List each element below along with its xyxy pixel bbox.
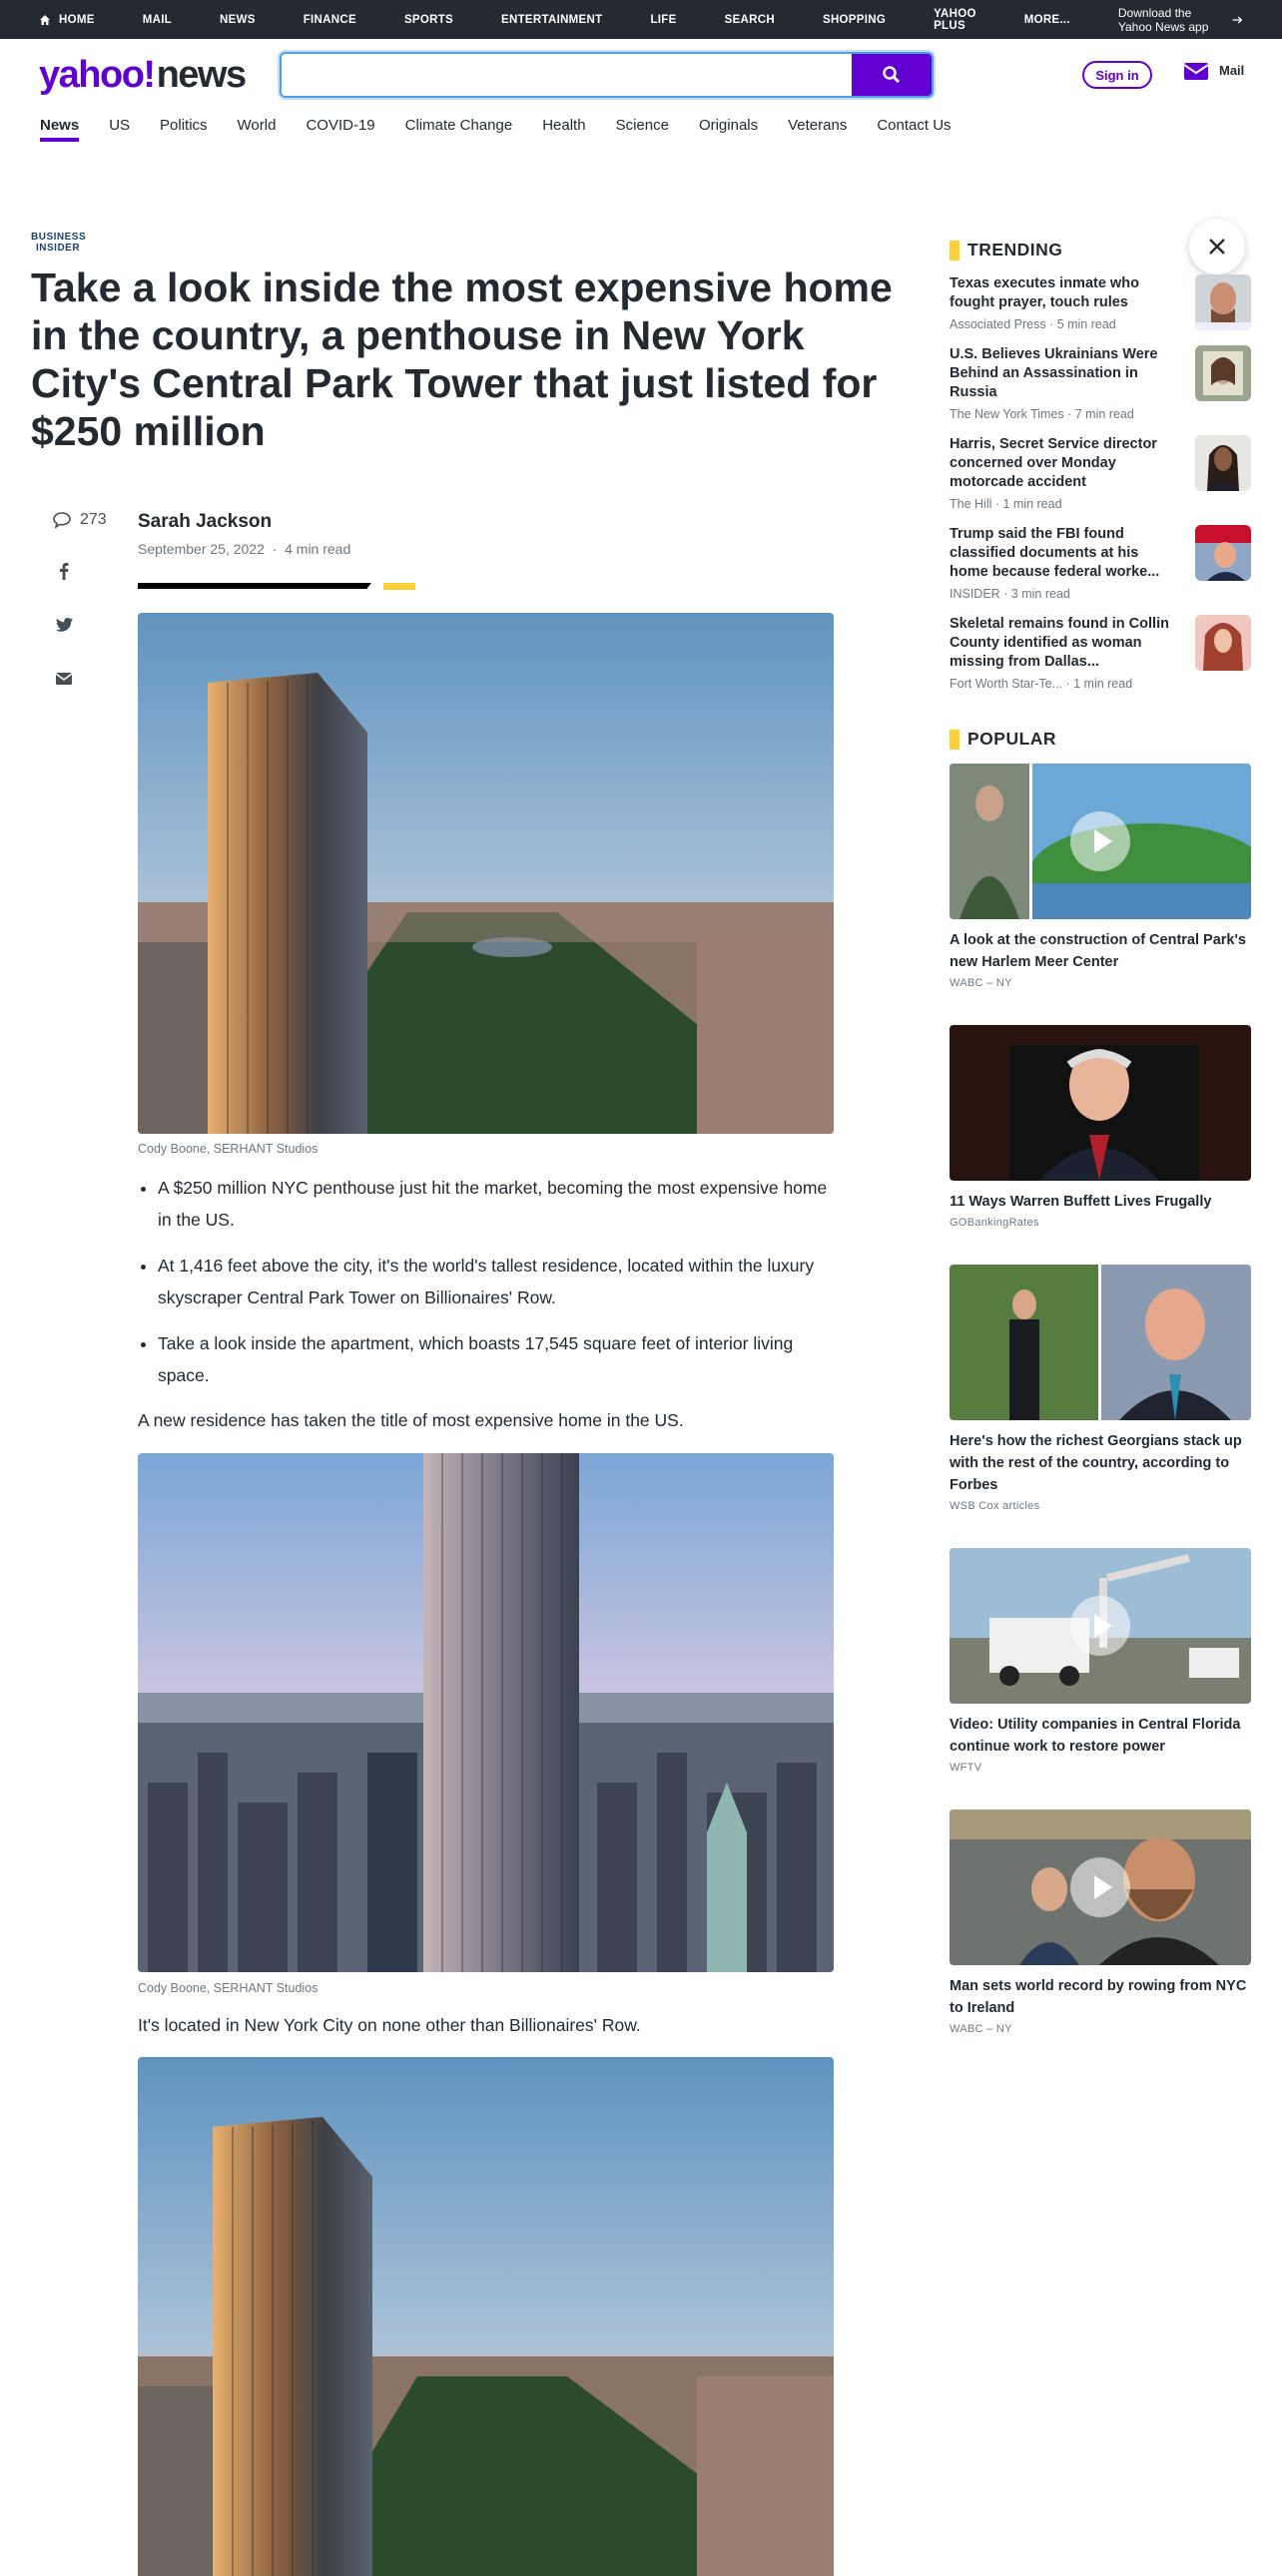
mail-icon: [1183, 59, 1209, 81]
popular-item-source: WABC – NY: [950, 2023, 1012, 2035]
popular-item-title: Man sets world record by rowing from NYC to Ireland: [950, 1978, 1247, 2016]
popular-item-title: A look at the construction of Central Park's new Harlem Meer Center: [950, 932, 1246, 970]
yellow-accent-bar: [383, 583, 415, 590]
search-icon: [882, 65, 902, 85]
trending-thumb: [1195, 615, 1251, 671]
download-app-link[interactable]: [1118, 6, 1243, 34]
popular-heading: [950, 729, 1251, 750]
popular-heading-label: POPULAR: [967, 729, 1057, 749]
popular-item[interactable]: [950, 1809, 1251, 2035]
logo-yahoo: yahoo!: [39, 53, 155, 96]
trending-thumb: [1195, 345, 1251, 401]
trending-item-title: Harris, Secret Service director concerned over Monday motorcade accident: [950, 436, 1157, 490]
subnav-veterans[interactable]: Veterans: [788, 117, 848, 134]
subnav-contact[interactable]: Contact Us: [877, 117, 952, 134]
trending-item-time: 1 min read: [1073, 677, 1133, 691]
publish-date: September 25, 2022: [138, 541, 265, 557]
popular-item-source: GOBankingRates: [950, 1217, 1039, 1229]
subnav-news[interactable]: News: [40, 117, 79, 142]
share-column: [52, 511, 112, 691]
topnav-more[interactable]: MORE...: [1023, 13, 1070, 26]
search-bar: [280, 52, 934, 98]
trending-item-source: The Hill: [950, 497, 992, 511]
article-photo-2[interactable]: [138, 1453, 834, 1972]
article-bullets: [138, 1172, 834, 1405]
yahoo-news-logo[interactable]: [39, 54, 246, 97]
popular-item-title: Video: Utility companies in Central Florida continue work to restore power: [950, 1717, 1241, 1755]
trending-item-text: [950, 615, 1171, 691]
trending-item-text: [950, 274, 1171, 331]
subnav-climate[interactable]: Climate Change: [404, 117, 513, 134]
trending-thumb: [1195, 274, 1251, 330]
trending-item-meta: Fort Worth Star-Te... · 1 min read: [950, 677, 1133, 691]
trending-heading: [950, 240, 1251, 260]
trending-item-meta: The Hill · 1 min read: [950, 497, 1062, 511]
topnav-home-label: HOME: [59, 13, 95, 26]
trending-item[interactable]: [950, 274, 1251, 331]
publisher-accent-bars: [138, 583, 415, 590]
sidebar: [950, 240, 1251, 2035]
trending-item-source: Fort Worth Star-Te...: [950, 677, 1062, 691]
comments-count: 273: [80, 511, 107, 528]
facebook-icon[interactable]: [52, 559, 76, 583]
trending-item-meta: INSIDER · 3 min read: [950, 587, 1070, 601]
section-nav: [0, 111, 1282, 151]
article-paragraph-2: It's located in New York City on none other than Billionaires' Row.: [138, 2015, 641, 2035]
bullet-item: • A $250 million NYC penthouse just hit the market, becoming the most expensive home in the US.: [158, 1172, 834, 1236]
mail-label: Mail: [1219, 62, 1245, 78]
sign-in-button[interactable]: Sign in: [1082, 61, 1152, 89]
topnav-sports[interactable]: SPORTS: [403, 13, 454, 26]
trending-item-time: 3 min read: [1010, 587, 1070, 601]
popular-item-title: 11 Ways Warren Buffett Lives Frugally: [950, 1194, 1212, 1210]
article-meta: September 25, 2022 · 4 min read: [138, 541, 351, 557]
trending-thumb: [1195, 525, 1251, 581]
top-bar: [0, 0, 1282, 39]
subnav-health[interactable]: Health: [542, 117, 586, 134]
topnav-life[interactable]: LIFE: [650, 13, 677, 26]
trending-item-title: Trump said the FBI found classified documents at his home because federal worke...: [950, 526, 1160, 580]
trending-item-title: Skeletal remains found in Collin County identified as woman missing from Dallas...: [950, 616, 1169, 670]
author-name[interactable]: Sarah Jackson: [138, 511, 273, 532]
byline: [138, 511, 350, 557]
trending-item-source: Associated Press: [950, 317, 1046, 331]
subnav-politics[interactable]: Politics: [160, 117, 208, 134]
article-paragraph-1: A new residence has taken the title of most expensive home in the US.: [138, 1410, 684, 1430]
mail-link[interactable]: [1183, 59, 1244, 81]
search-button[interactable]: [852, 54, 932, 96]
popular-item-image: [950, 1265, 1251, 1420]
bullet-item: • At 1,416 feet above the city, it's the world's tallest residence, located within the luxury skyscraper Central Park Tower on Billionaires' Row.: [158, 1250, 834, 1313]
popular-item-source: WABC – NY: [950, 977, 1012, 989]
photo-credit-1: Cody Boone, SERHANT Studios: [138, 1142, 319, 1156]
trending-thumb: [1195, 435, 1251, 491]
popular-item[interactable]: [950, 1265, 1251, 1512]
subnav-science[interactable]: Science: [615, 117, 669, 134]
popular-item[interactable]: [950, 1548, 1251, 1774]
twitter-icon[interactable]: [52, 613, 76, 637]
publisher-logo-bottom: INSIDER: [36, 243, 81, 254]
publisher-logo-top: BUSINESS: [31, 232, 87, 243]
article-photo-1[interactable]: [138, 613, 834, 1134]
subnav-covid[interactable]: COVID-19: [306, 117, 375, 134]
trending-item-text: [950, 435, 1171, 511]
trending-item[interactable]: [950, 615, 1251, 691]
logo-news: news: [156, 53, 246, 96]
topnav-shopping[interactable]: SHOPPING: [822, 13, 887, 26]
popular-item-source: WSB Cox articles: [950, 1500, 1040, 1512]
top-nav: [39, 8, 1118, 32]
popular-item[interactable]: [950, 1025, 1251, 1229]
trending-item-meta: Associated Press · 5 min read: [950, 317, 1116, 331]
trending-heading-label: TRENDING: [967, 240, 1063, 259]
trending-item-title: U.S. Believes Ukrainians Were Behind an Assassination in Russia: [950, 346, 1158, 400]
trending-item-meta: The New York Times · 7 min read: [950, 407, 1134, 421]
subnav-originals[interactable]: Originals: [698, 117, 759, 134]
trending-item-title: Texas executes inmate who fought prayer, touch rules: [950, 275, 1139, 310]
popular-item-title: Here's how the richest Georgians stack up with the rest of the country, according to Forbes: [950, 1433, 1242, 1493]
article-title: Take a look inside the most expensive home in the country, a penthouse in New York City's Central Park Tower that just listed for $250 million: [31, 264, 893, 454]
topnav-finance[interactable]: FINANCE: [303, 13, 356, 26]
subnav-world[interactable]: World: [237, 117, 277, 134]
comment-icon: [52, 511, 72, 529]
popular-item-source: WFTV: [950, 1762, 982, 1774]
topnav-search[interactable]: SEARCH: [724, 13, 775, 26]
photo-credit-2: Cody Boone, SERHANT Studios: [138, 1981, 319, 1995]
trending-item[interactable]: [950, 435, 1251, 511]
topnav-yahoo-plus[interactable]: YAHOO PLUS: [934, 7, 976, 32]
heading-accent: [950, 241, 960, 260]
arrow-right-icon: [1232, 13, 1243, 27]
play-icon[interactable]: [1070, 1857, 1130, 1917]
topnav-mail[interactable]: MAIL: [142, 13, 173, 26]
topnav-news[interactable]: NEWS: [220, 13, 256, 26]
trending-item-time: 1 min read: [1002, 497, 1062, 511]
popular-item-image: [950, 764, 1251, 919]
play-icon[interactable]: [1070, 811, 1130, 871]
bullet-item: • Take a look inside the apartment, which boasts 17,545 square feet of interior living space.: [158, 1327, 834, 1391]
article-photo-3[interactable]: [138, 2057, 834, 2576]
play-icon[interactable]: [1070, 1596, 1130, 1656]
popular-item-image: [950, 1548, 1251, 1704]
trending-item-source: INSIDER: [950, 587, 1000, 601]
topnav-entertainment[interactable]: ENTERTAINMENT: [501, 13, 603, 26]
subnav-us[interactable]: US: [109, 117, 131, 134]
popular-item[interactable]: [950, 764, 1251, 989]
trending-item-time: 5 min read: [1056, 317, 1116, 331]
trending-item[interactable]: [950, 525, 1251, 601]
email-icon[interactable]: [52, 667, 76, 691]
popular-item-image: [950, 1809, 1251, 1965]
search-input[interactable]: [282, 54, 852, 96]
popular-item-image: [950, 1025, 1251, 1181]
read-time: 4 min read: [285, 541, 351, 557]
heading-accent: [950, 730, 960, 750]
trending-item-text: [950, 525, 1171, 601]
trending-item-time: 7 min read: [1074, 407, 1134, 421]
home-icon: [39, 14, 51, 26]
download-app-label: Download the Yahoo News app: [1117, 5, 1209, 34]
trending-item-text: [950, 345, 1171, 421]
trending-item[interactable]: [950, 345, 1251, 421]
black-accent-bar: [138, 583, 371, 589]
publisher-logo[interactable]: [31, 232, 86, 254]
topnav-home[interactable]: [39, 14, 95, 26]
header: [0, 39, 1282, 111]
comments-button[interactable]: [52, 511, 112, 529]
trending-item-source: The New York Times: [950, 407, 1064, 421]
